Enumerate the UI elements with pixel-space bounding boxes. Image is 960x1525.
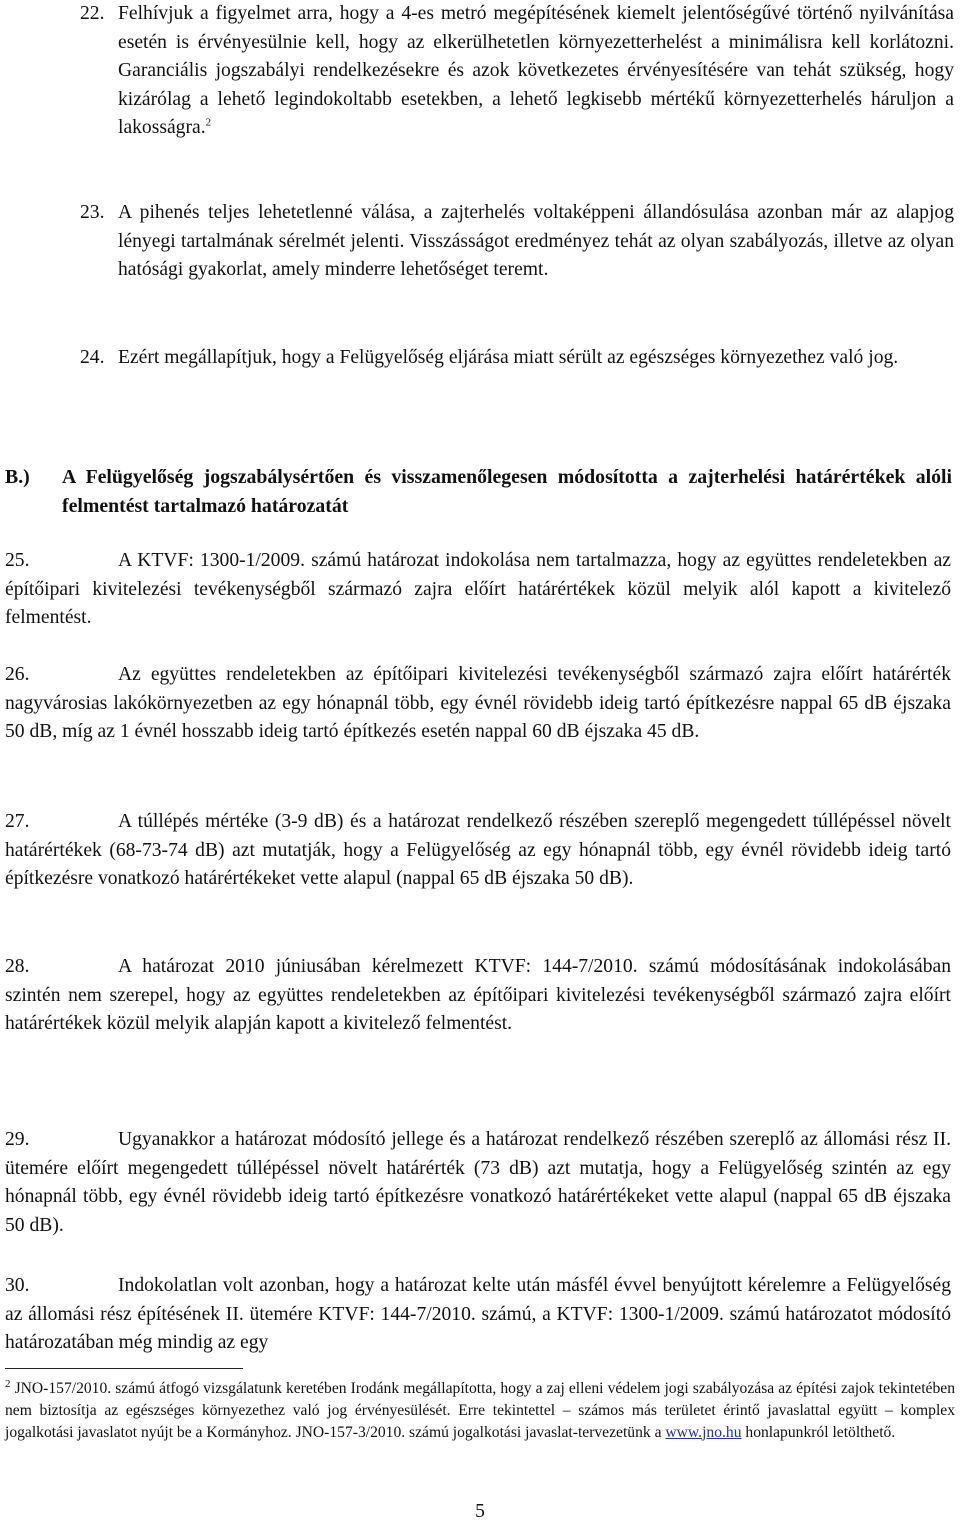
section-title: A Felügyelőség jogszabálysértően és visszamenőlegesen módosította a zajterhelési határértékek alóli felmentést tartalmazó határozatát: [62, 466, 952, 517]
paragraph-text: Az együttes rendeletekben az építőipari kivitelezési tevékenységből származó zajra előírt határérték nagyvárosias lakókörnyezetben az egy hónapnál több, egy évnél rövidebb ideig tartó építkezésre nappal 65 dB éjszaka 50 dB, míg az 1 évnél hosszabb ideig tartó építkezés esetén nappal 60 dB éjszaka 45 dB.: [5, 664, 951, 743]
paragraph-text: Ezért megállapítjuk, hogy a Felügyelőség eljárása miatt sérült az egészséges környezethez való jog.: [118, 347, 899, 368]
footnote-marker: 2: [5, 1377, 11, 1390]
paragraph-text: A határozat 2010 júniusában kérelmezett KTVF: 144-7/2010. számú módosításának indokolásában szintén nem szerepel, hogy az együttes rendeletekben az építőipari kivitelezési tevékenységből származó zajra előírt határértékek közül melyik alapján kapott a kivitelező felmentést.: [5, 956, 951, 1035]
paragraph-number: 27.: [5, 811, 30, 832]
paragraph-24: [80, 344, 954, 373]
footnote-link[interactable]: www.jno.hu: [665, 1423, 742, 1441]
paragraph-22: [80, 0, 954, 143]
paragraph-text: Indokolatlan volt azonban, hogy a határozat kelte után másfél évvel benyújtott kérelemre a Felügyelőség az állomási rész építésének II. ütemére KTVF: 144-7/2010. számú, a KTVF: 1300-1/2009. számú határozatot módosító határozatában még mindig az egy: [5, 1275, 951, 1354]
paragraph-23: [80, 199, 954, 285]
paragraph-number: 23.: [80, 202, 105, 223]
paragraph-text: Felhívjuk a figyelmet arra, hogy a 4-es metró megépítésének kiemelt jelentőségűvé történő nyilvánítása esetén is érvényesülnie kell, hogy az elkerülhetetlen környezetterhelést a minimálisra kell korlátozni. Garanciális jogszabályi rendelkezésekre és azok következetes érvényesítésére van tehát szükség, hogy kizárólag a lehető legindokoltabb esetekben, a lehető legkisebb mértékű környezetterhelés háruljon a lakosságra.: [118, 3, 954, 139]
paragraph-number: 28.: [5, 956, 30, 977]
paragraph-30: [5, 1272, 951, 1358]
paragraph-29: [5, 1126, 951, 1240]
paragraph-number: 25.: [5, 550, 30, 571]
footnote-reference[interactable]: 2: [205, 116, 212, 129]
paragraph-text: A túllépés mértéke (3-9 dB) és a határozat rendelkező részében szereplő megengedett túllépéssel növelt határértékek (68-73-74 dB) azt mutatják, hogy a Felügyelőség az egy hónapnál több, egy évnél rövidebb ideig tartó építkezésre vonatkozó határértékeket vette alapul (nappal 65 dB éjszaka 50 dB).: [5, 811, 951, 890]
paragraph-28: [5, 953, 951, 1039]
footnote-text: JNO-157/2010. számú átfogó vizsgálatunk keretében Irodánk megállapította, hogy a zaj elleni védelem jogi szabályozása az építési zajok tekintetében nem biztosítja az egészséges környezethez való jog érvényesülését. Erre tekintettel – számos más területet érintő javaslattal együtt – komplex jogalkotási javaslatot nyújt be a Kormányhoz. JNO-157-3/2010. számú jogalkotási javaslat-tervezetünk a: [5, 1380, 955, 1441]
page-number: 5: [475, 1501, 485, 1522]
footnote-separator: [5, 1368, 243, 1369]
paragraph-text: A pihenés teljes lehetetlenné válása, a zajterhelés voltaképpeni állandósulása azonban már az alapjog lényegi tartalmának sérelmét jelenti. Visszásságot eredményez tehát az olyan szabályozás, illetve az olyan hatósági gyakorlat, amely minderre lehetőséget teremt.: [118, 202, 954, 281]
paragraph-number: 24.: [80, 347, 105, 368]
paragraph-27: [5, 808, 951, 894]
section-label: B.): [5, 466, 30, 488]
paragraph-25: [5, 547, 951, 633]
footnote: [5, 1378, 955, 1443]
paragraph-number: 29.: [5, 1129, 30, 1150]
paragraph-number: 30.: [5, 1275, 30, 1296]
paragraph-text: Ugyanakkor a határozat módosító jellege és a határozat rendelkező részében szereplő az állomási rész II. ütemére előírt megengedett túllépéssel növelt határérték (73 dB) azt mutatja, hogy a Felügyelőség szintén az egy hónapnál több, egy évnél rövidebb ideig tartó építkezésre vonatkozó határértékeket vette alapul (nappal 65 dB éjszaka 50 dB).: [5, 1129, 951, 1236]
paragraph-text: A KTVF: 1300-1/2009. számú határozat indokolása nem tartalmazza, hogy az együttes rendeletekben az építőipari kivitelezési tevékenységből származó zajra előírt határértékek közül melyik alól kapott a kivitelező felmentést.: [5, 550, 951, 629]
footnote-text-end: honlapunkról letölthető.: [745, 1423, 896, 1441]
paragraph-number: 26.: [5, 664, 30, 685]
paragraph-number: 22.: [80, 3, 105, 24]
paragraph-26: [5, 661, 951, 747]
